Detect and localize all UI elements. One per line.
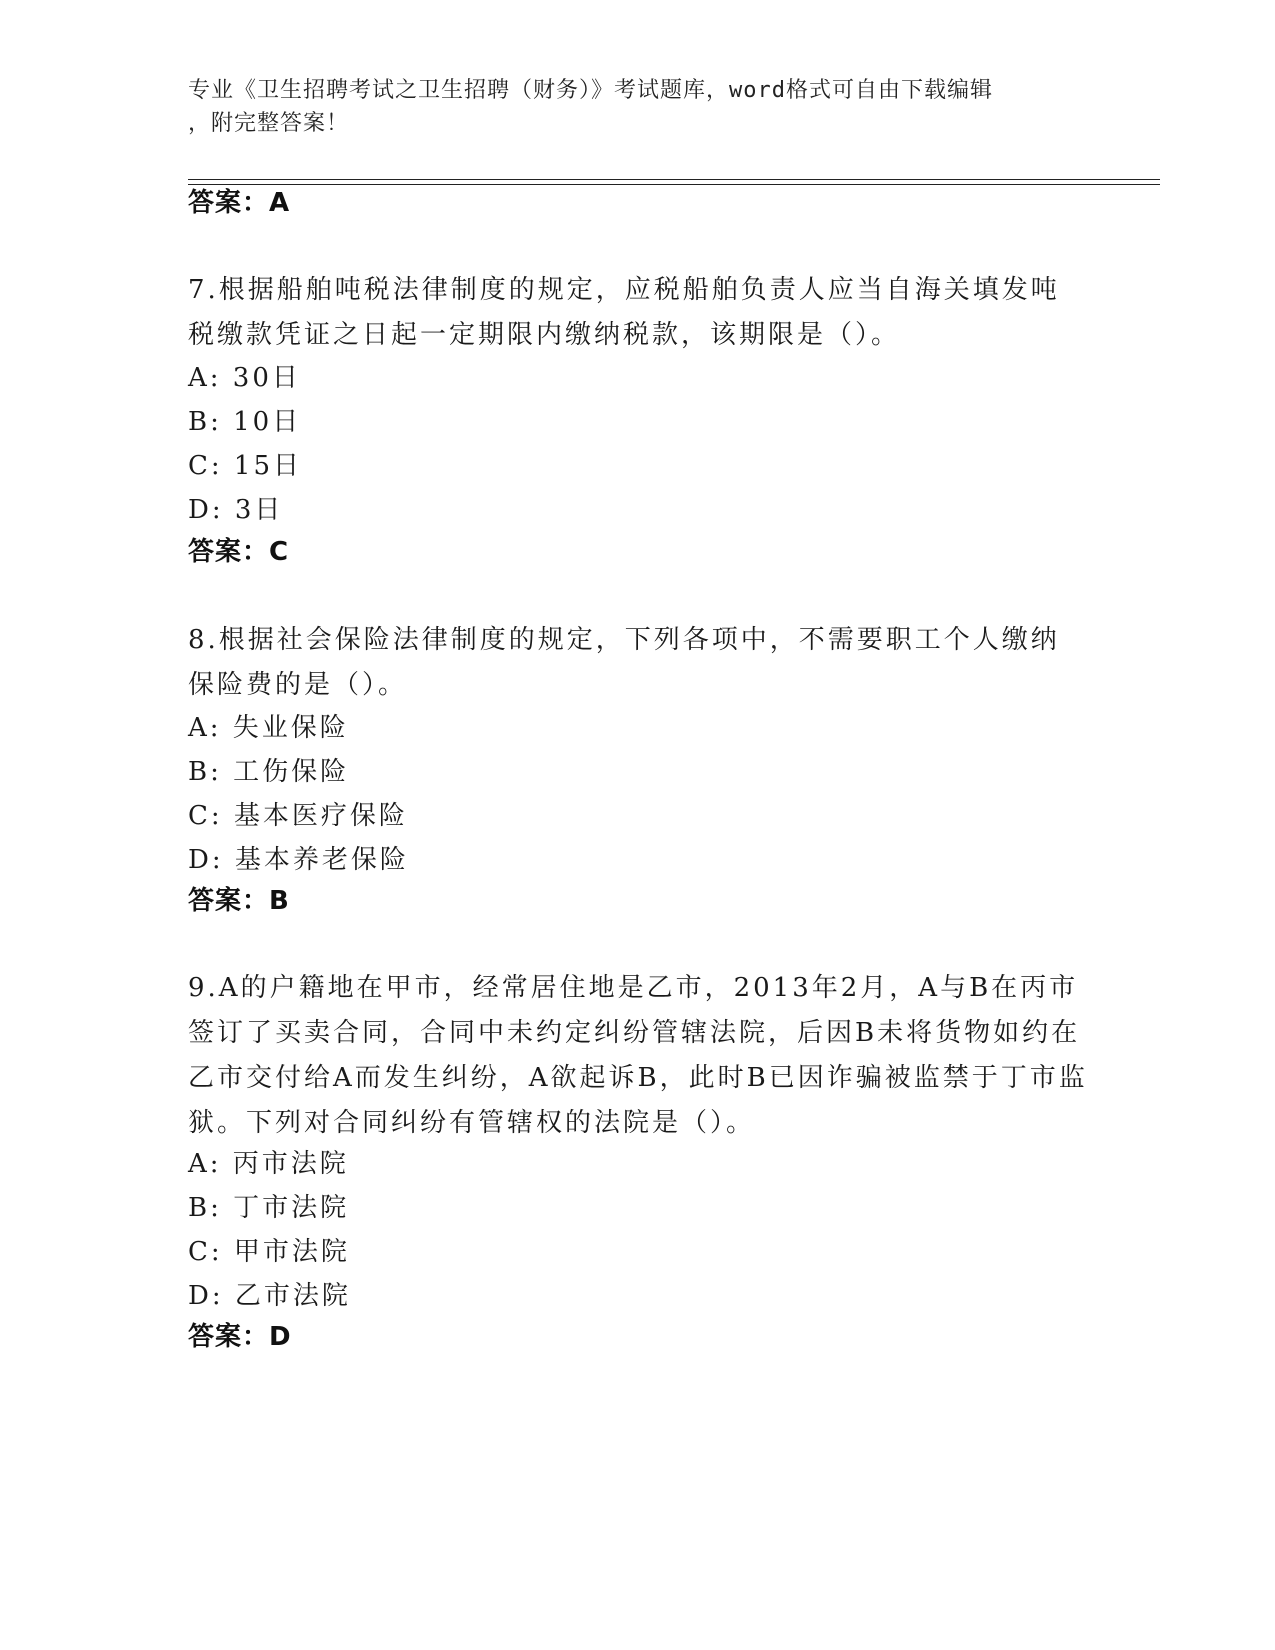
option-d: D: 基本养老保险	[188, 845, 409, 875]
option-b: B: 10日	[188, 407, 302, 437]
question-7-answer: 答案：C	[188, 537, 290, 567]
option-a: A: 丙市法院	[188, 1149, 349, 1179]
question-8-answer: 答案：B	[188, 886, 290, 916]
question-9	[188, 966, 1088, 1146]
header-line-2: ，附完整答案！	[188, 111, 350, 136]
option-a: A: 失业保险	[188, 713, 349, 743]
previous-answer: 答案：A	[188, 188, 291, 218]
document-header	[188, 74, 1078, 140]
header-rule-top	[188, 179, 1160, 180]
option-d: D: 乙市法院	[188, 1281, 351, 1311]
question-7	[188, 268, 1088, 358]
question-text: 8.根据社会保险法律制度的规定，下列各项中，不需要职工个人缴纳保险费的是（）。	[188, 625, 1060, 700]
question-8	[188, 618, 1088, 708]
header-rule-bottom	[188, 184, 1160, 185]
question-text: 9.A的户籍地在甲市，经常居住地是乙市，2013年2月，A与B在丙市签订了买卖合同，合同中未约定纠纷管辖法院，后因B未将货物如约在乙市交付给A而发生纠纷，A欲起诉B，此时B已因诈骗被监禁于丁市监狱。下列对合同纠纷有管辖权的法院是（）。	[188, 973, 1088, 1138]
option-b: B: 丁市法院	[188, 1193, 350, 1223]
header-line-1: 专业《卫生招聘考试之卫生招聘（财务）》考试题库，word格式可自由下载编辑	[188, 78, 993, 103]
option-d: D: 3日	[188, 495, 284, 525]
option-b: B: 工伤保险	[188, 757, 350, 787]
option-c: C: 15日	[188, 451, 303, 481]
option-c: C: 基本医疗保险	[188, 801, 408, 831]
option-a: A: 30日	[188, 363, 301, 393]
question-text: 7.根据船舶吨税法律制度的规定，应税船舶负责人应当自海关填发吨税缴款凭证之日起一定期限内缴纳税款，该期限是（）。	[188, 275, 1060, 350]
question-9-answer: 答案：D	[188, 1322, 292, 1352]
option-c: C: 甲市法院	[188, 1237, 350, 1267]
